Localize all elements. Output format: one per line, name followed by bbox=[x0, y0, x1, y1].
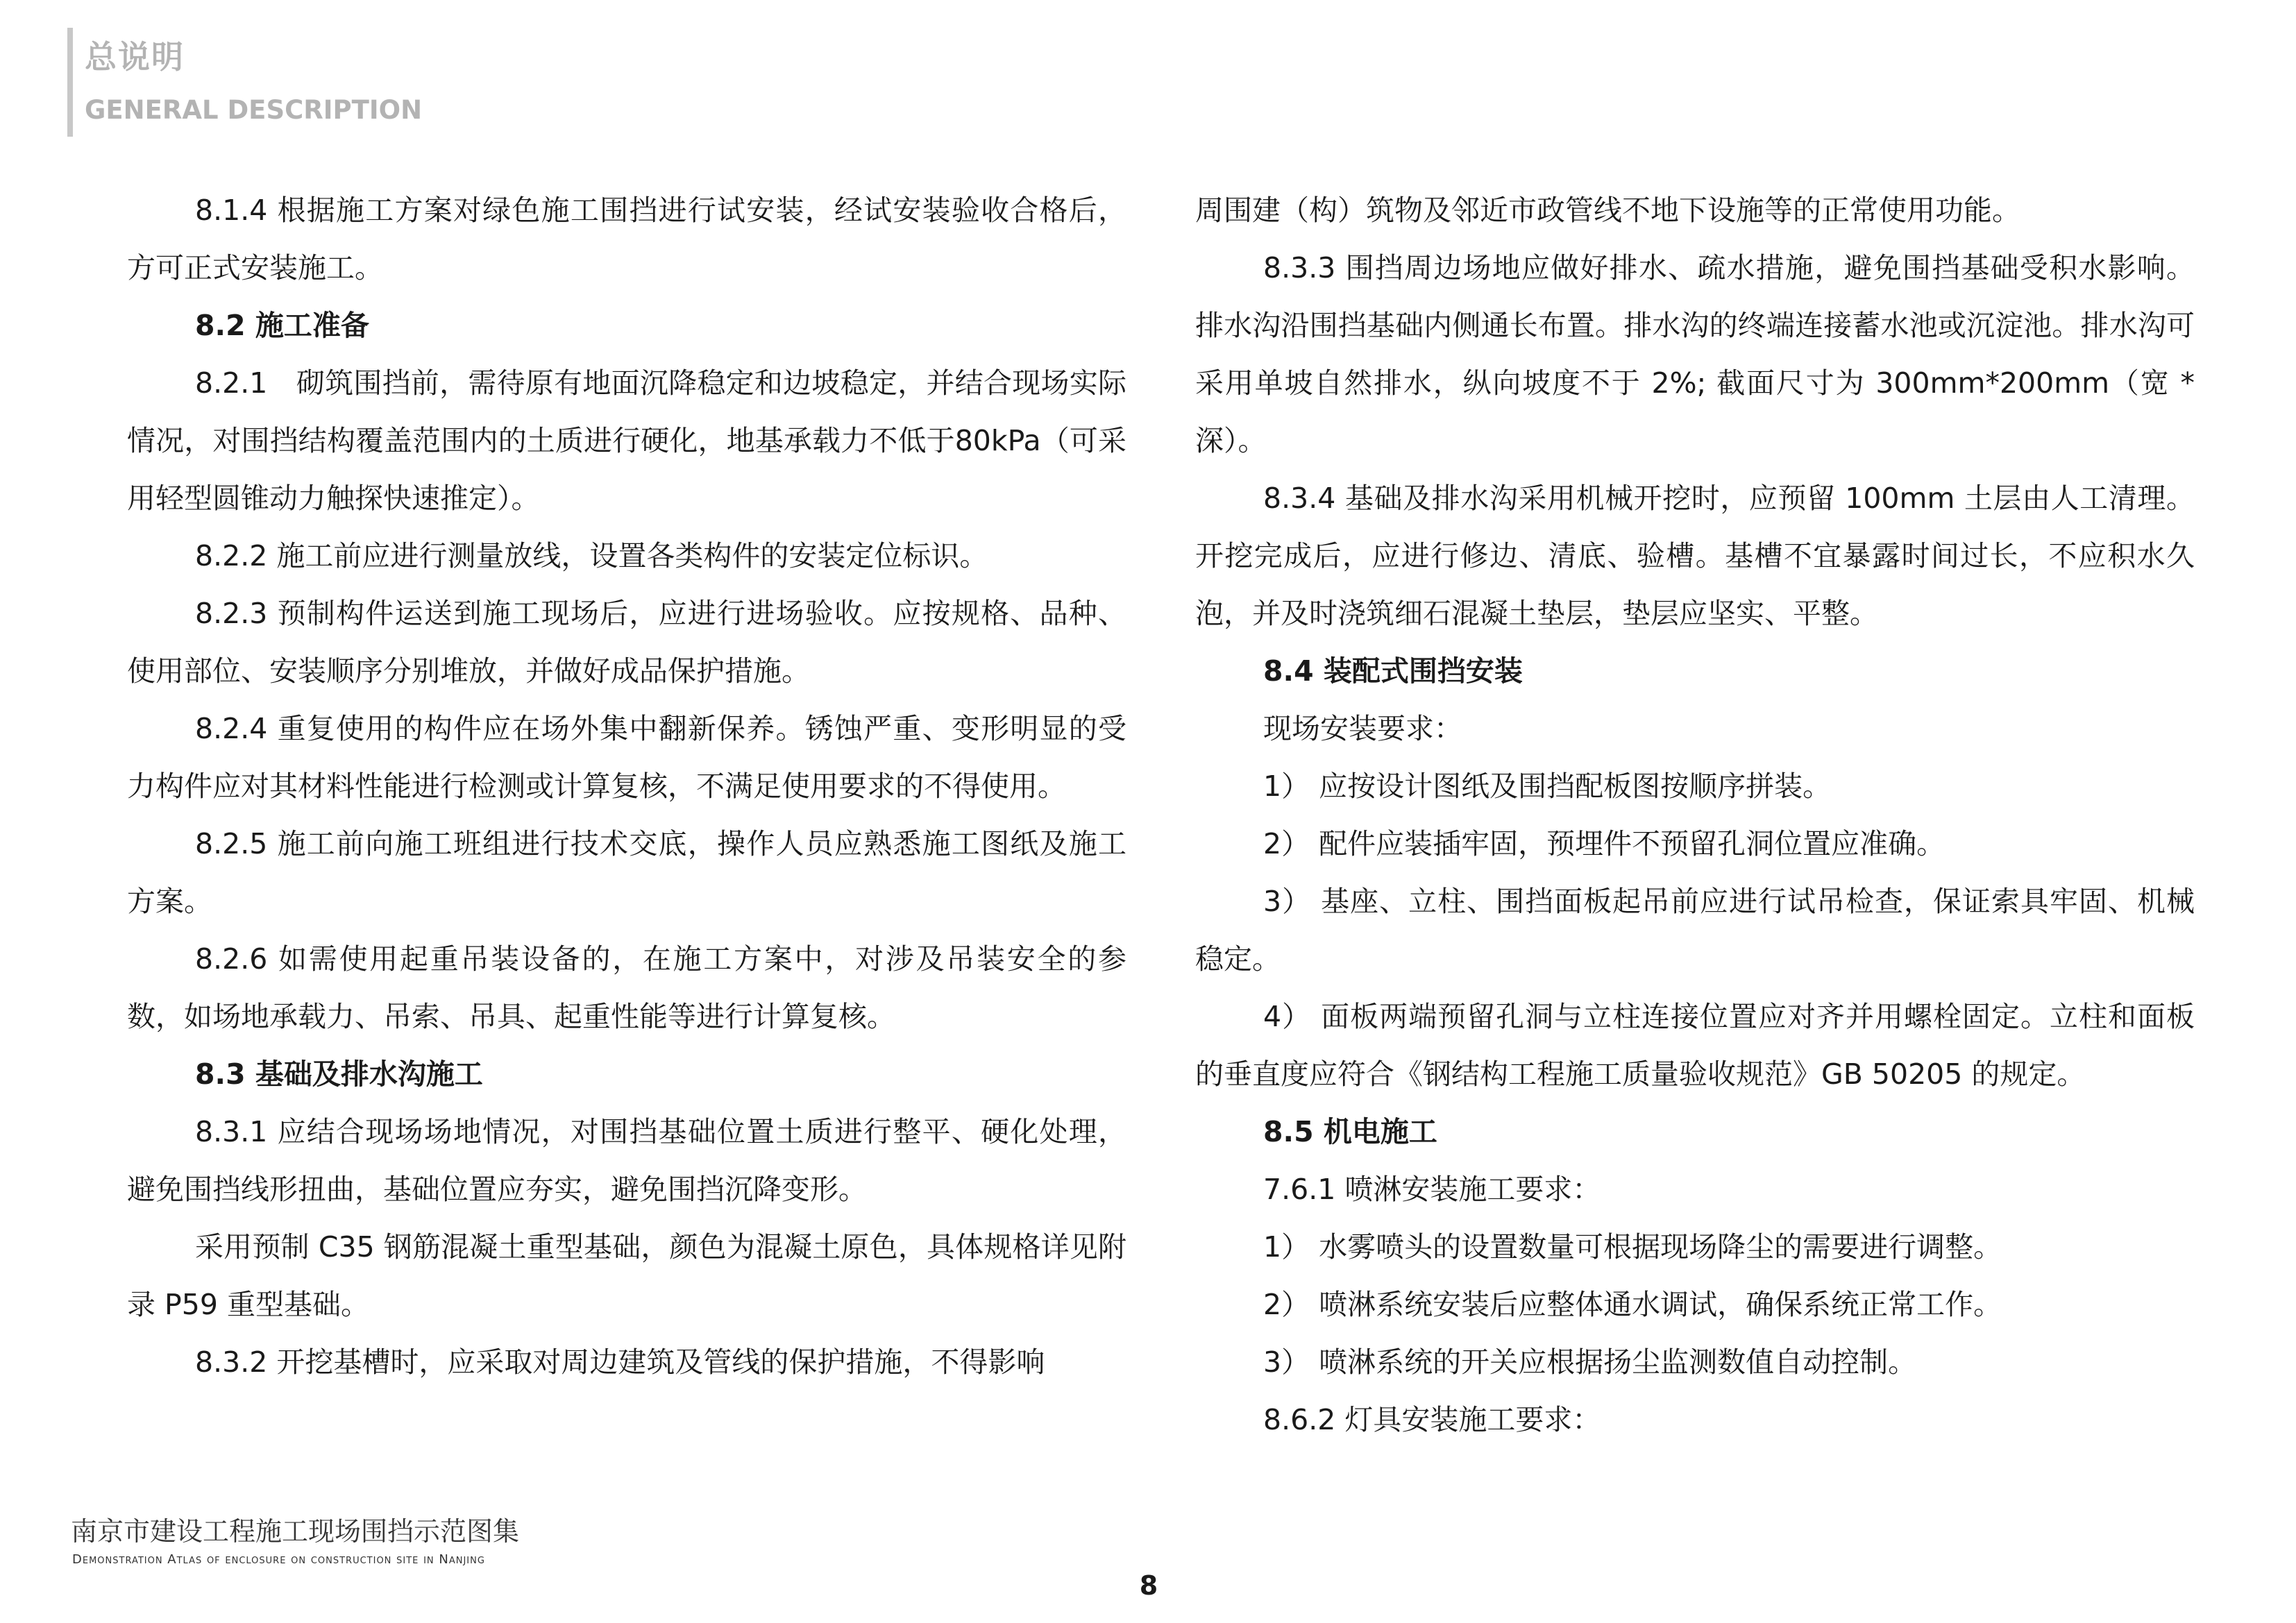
paragraph: 8.2.5 施工前向施工班组进行技术交底，操作人员应熟悉施工图纸及施工方案。 bbox=[127, 827, 1126, 918]
paragraph: 8.3.4 基础及排水沟采用机械开挖时，应预留 100mm 土层由人工清理。开挖完成后，应进行修边、清底、验槽。基槽不宜暴露时间过长，不应积水久泡，并及时浇筑细石混凝土垫层，垫层应坚实、平整。 bbox=[1195, 482, 2195, 630]
paragraph: 4） 面板两端预留孔洞与立柱连接位置应对齐并用螺栓固定。立柱和面板的垂直度应符合《钢结构工程施工质量验收规范》GB 50205 的规定。 bbox=[1195, 1000, 2195, 1091]
section-heading: 8.2 施工准备 bbox=[195, 309, 369, 342]
paragraph: 8.3.1 应结合现场场地情况，对围挡基础位置土质进行整平、硬化处理，避免围挡线形扭曲，基础位置应夯实，避免围挡沉降变形。 bbox=[127, 1115, 1126, 1206]
paragraph: 2） 喷淋系统安装后应整体通水调试，确保系统正常工作。 bbox=[1263, 1288, 2002, 1321]
paragraph: 8.3.2 开挖基槽时，应采取对周边建筑及管线的保护措施，不得影响 bbox=[195, 1345, 1045, 1379]
right-text-column bbox=[1195, 182, 2195, 1449]
atlas-title-english: Demonstration Atlas of enclosure on construction site in Nanjing bbox=[72, 1552, 485, 1567]
paragraph: 8.2.1 砌筑围挡前，需待原有地面沉降稳定和边坡稳定，并结合现场实际情况，对围挡结构覆盖范围内的土质进行硬化，地基承载力不低于80kPa（可采用轻型圆锥动力触探快速推定）。 bbox=[127, 366, 1126, 515]
paragraph: 8.1.4 根据施工方案对绿色施工围挡进行试安装，经试安装验收合格后，方可正式安装施工。 bbox=[127, 194, 1126, 284]
paragraph: 8.3.3 围挡周边场地应做好排水、疏水措施，避免围挡基础受积水影响。排水沟沿围挡基础内侧通长布置。排水沟的终端连接蓄水池或沉淀池。排水沟可采用单坡自然排水，纵向坡度不于 2%; 截面尺寸为 300mm*200mm（宽 * 深）。 bbox=[1195, 251, 2195, 457]
paragraph: 8.2.4 重复使用的构件应在场外集中翻新保养。锈蚀严重、变形明显的受力构件应对其材料性能进行检测或计算复核，不满足使用要求的不得使用。 bbox=[127, 712, 1126, 803]
header-accent-bar bbox=[67, 28, 73, 137]
paragraph: 7.6.1 喷淋安装施工要求： bbox=[1263, 1173, 1601, 1206]
paragraph: 采用预制 C35 钢筋混凝土重型基础，颜色为混凝土原色，具体规格详见附录 P59 重型基础。 bbox=[127, 1230, 1126, 1321]
page-title-english: GENERAL DESCRIPTION bbox=[85, 95, 423, 125]
paragraph: 现场安装要求： bbox=[1263, 712, 1462, 745]
paragraph: 1） 水雾喷头的设置数量可根据现场降尘的需要进行调整。 bbox=[1263, 1230, 2002, 1264]
left-text-column bbox=[127, 182, 1126, 1391]
paragraph: 1） 应按设计图纸及围挡配板图按顺序拼装。 bbox=[1263, 770, 1832, 803]
paragraph: 3） 基座、立柱、围挡面板起吊前应进行试吊检查，保证索具牢固、机械稳定。 bbox=[1195, 885, 2195, 976]
page-title-chinese: 总说明 bbox=[85, 38, 185, 76]
section-heading: 8.4 装配式围挡安装 bbox=[1263, 654, 1523, 688]
paragraph: 8.2.3 预制构件运送到施工现场后，应进行进场验收。应按规格、品种、使用部位、安装顺序分别堆放，并做好成品保护措施。 bbox=[127, 597, 1126, 688]
page-number: 8 bbox=[1139, 1570, 1158, 1601]
paragraph-continuation: 周围建（构）筑物及邻近市政管线不地下设施等的正常使用功能。 bbox=[1195, 194, 2020, 227]
section-heading: 8.5 机电施工 bbox=[1263, 1115, 1437, 1148]
section-heading: 8.3 基础及排水沟施工 bbox=[195, 1057, 483, 1091]
paragraph: 8.2.6 如需使用起重吊装设备的，在施工方案中，对涉及吊装安全的参数，如场地承载力、吊索、吊具、起重性能等进行计算复核。 bbox=[127, 942, 1126, 1033]
atlas-title-chinese: 南京市建设工程施工现场围挡示范图集 bbox=[71, 1516, 520, 1547]
paragraph: 3） 喷淋系统的开关应根据扬尘监测数值自动控制。 bbox=[1263, 1345, 1917, 1379]
paragraph: 8.6.2 灯具安装施工要求： bbox=[1263, 1403, 1601, 1436]
paragraph: 2） 配件应装插牢固，预埋件不预留孔洞位置应准确。 bbox=[1263, 827, 1945, 860]
paragraph: 8.2.2 施工前应进行测量放线，设置各类构件的安装定位标识。 bbox=[195, 539, 988, 572]
